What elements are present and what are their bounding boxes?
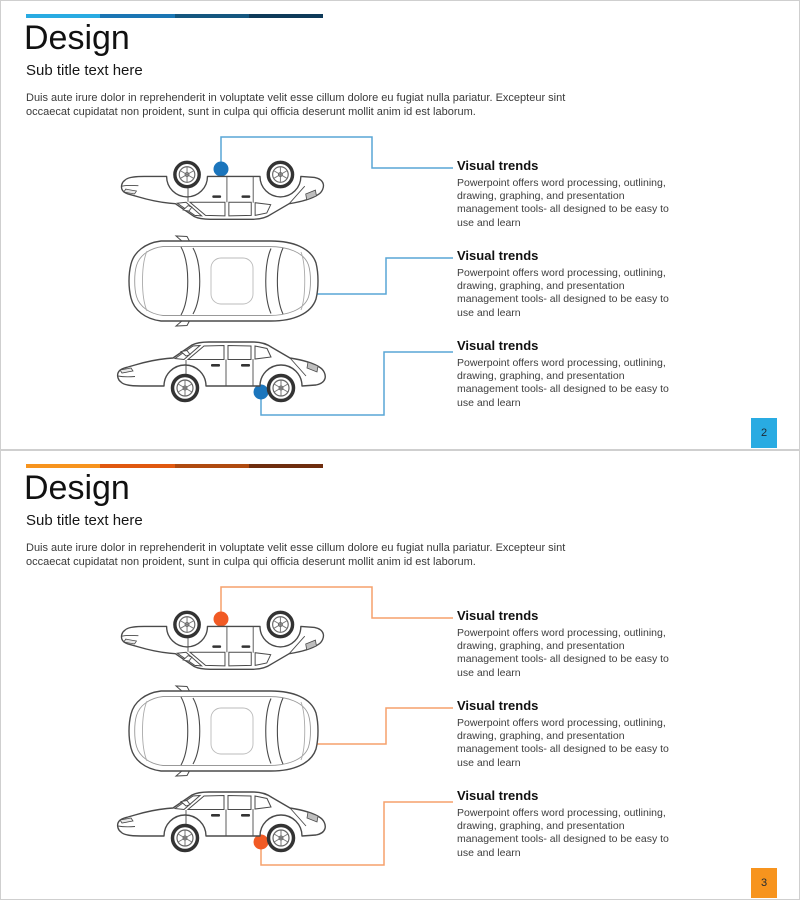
slide-page-3 [0,450,800,900]
callout-heading: Visual trends [457,608,539,623]
page-number-badge: 2 [751,418,777,448]
callout-heading: Visual trends [457,158,539,173]
callout-text: Powerpoint offers word processing, outlining, drawing, graphing, and presentation management tools- all designed to be easy to use and learn [457,357,669,409]
callout-text: Powerpoint offers word processing, outlining, drawing, graphing, and presentation management tools- all designed to be easy to use and learn [457,627,669,679]
car-top-view-illustration [123,685,323,777]
callout-2 [457,698,671,770]
callout-2 [457,248,671,320]
slide-body-text: Duis aute irure dolor in reprehenderit in voluptate velit esse cillum dolore eu fugiat nulla pariatur. Excepteur sint occaecat cupidatat non proident, sunt in culpa qui officia deserunt mollit anim id est laborum. [26,92,566,119]
callout-text: Powerpoint offers word processing, outlining, drawing, graphing, and presentation management tools- all designed to be easy to use and learn [457,267,669,319]
slide-title: Design [24,469,130,507]
callout-text: Powerpoint offers word processing, outlining, drawing, graphing, and presentation management tools- all designed to be easy to use and learn [457,177,669,229]
page-number-badge: 3 [751,868,777,898]
slide-subtitle: Sub title text here [26,62,143,79]
car-side-view-flipped-illustration [117,605,331,681]
car-side-view-illustration [113,332,333,406]
slide-subtitle: Sub title text here [26,512,143,529]
slide-body-text: Duis aute irure dolor in reprehenderit in voluptate velit esse cillum dolore eu fugiat nulla pariatur. Excepteur sint occaecat cupidatat non proident, sunt in culpa qui officia deserunt mollit anim id est laborum. [26,542,566,569]
callout-1 [457,608,671,680]
callout-text: Powerpoint offers word processing, outlining, drawing, graphing, and presentation management tools- all designed to be easy to use and learn [457,807,669,859]
callout-3 [457,338,671,410]
car-callout-diagram [1,1,800,451]
callout-heading: Visual trends [457,698,539,713]
car-top-view-illustration [123,235,323,327]
callout-heading: Visual trends [457,788,539,803]
callout-heading: Visual trends [457,338,539,353]
callout-1 [457,158,671,230]
slide-title: Design [24,19,130,57]
car-side-view-flipped-illustration [117,155,331,231]
car-side-view-illustration [113,782,333,856]
callout-text: Powerpoint offers word processing, outlining, drawing, graphing, and presentation management tools- all designed to be easy to use and learn [457,717,669,769]
car-callout-diagram [1,451,800,900]
callout-heading: Visual trends [457,248,539,263]
callout-3 [457,788,671,860]
